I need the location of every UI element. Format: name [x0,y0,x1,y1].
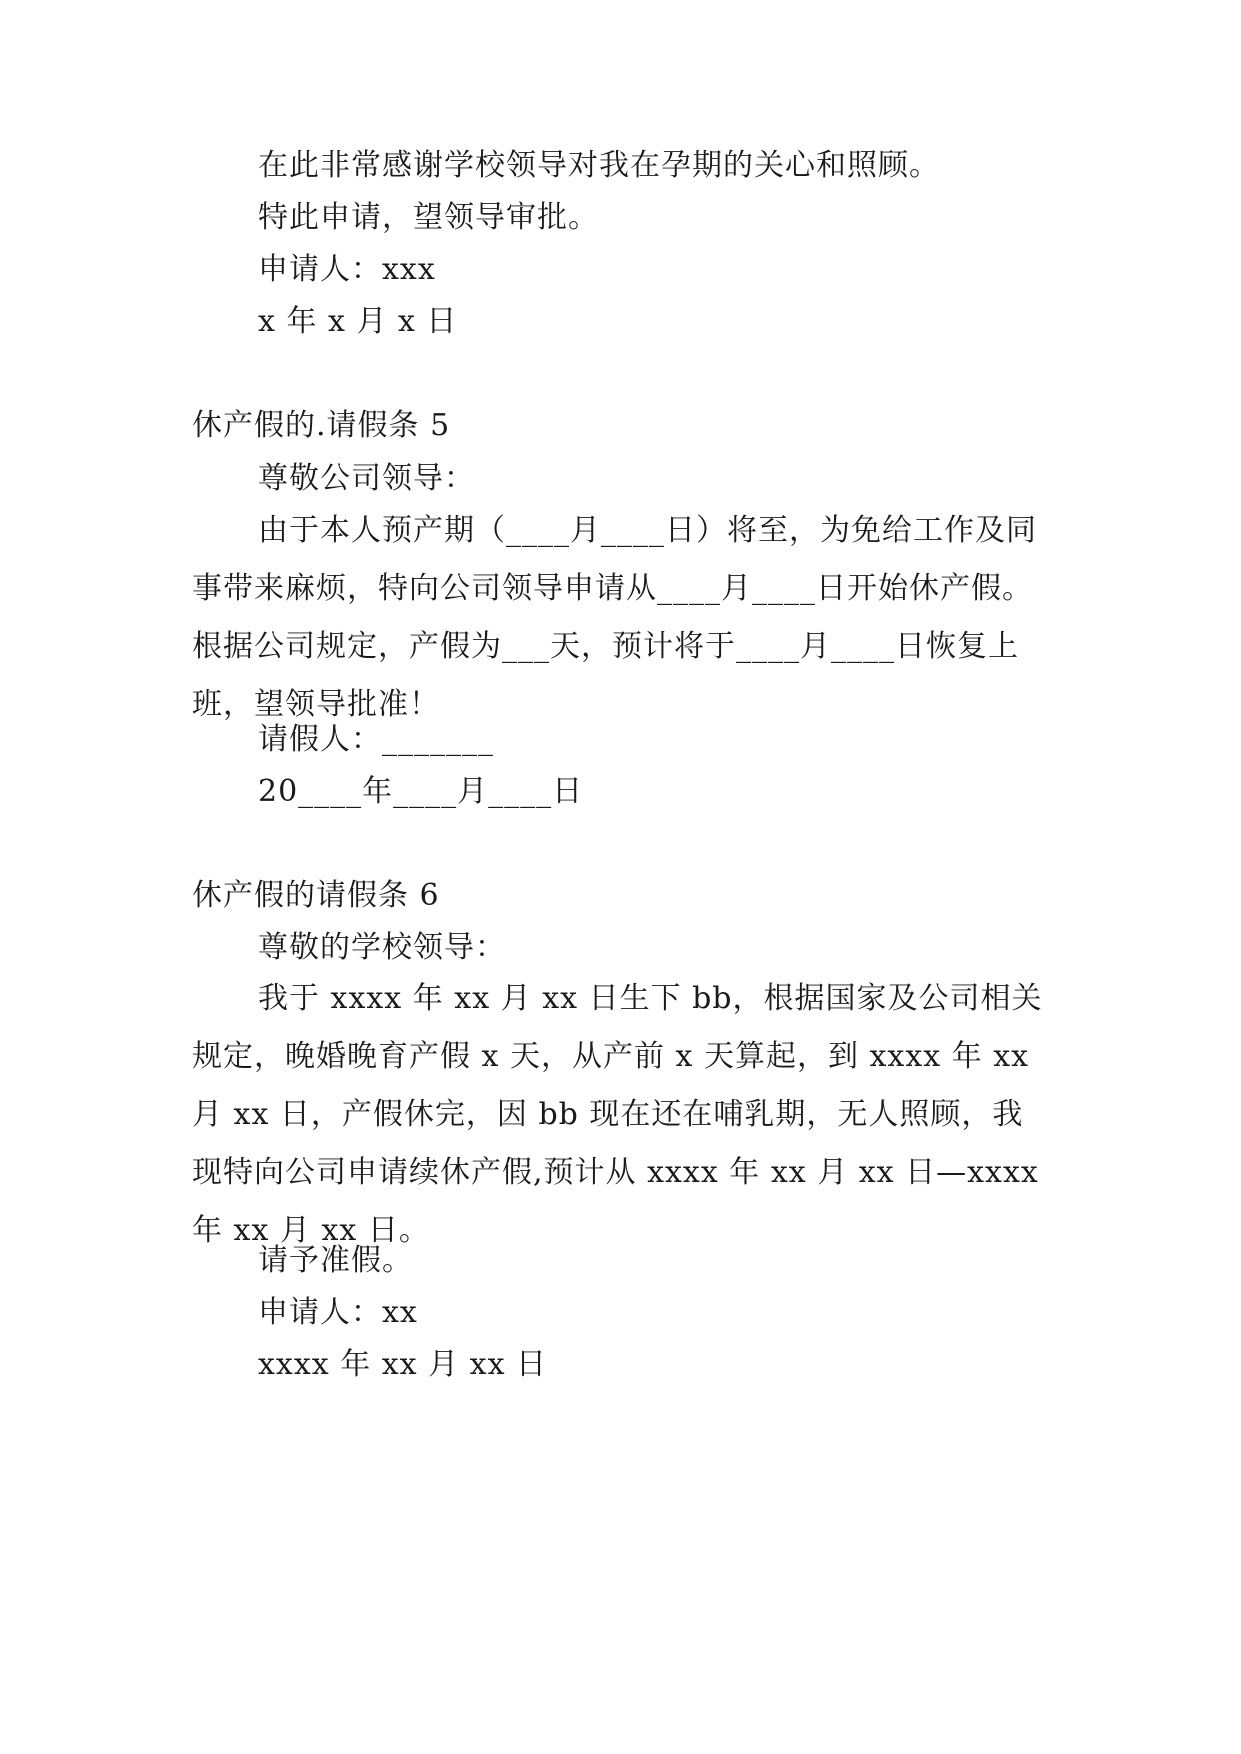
thanks-line: 在此非常感谢学校领导对我在孕期的关心和照顾。 [258,148,940,183]
request-line-6: 请予准假。 [258,1243,413,1278]
salutation-6: 尊敬的学校领导： [258,930,506,965]
date-line-5: 20____年____月____日 [258,774,584,809]
request-line: 特此申请，望领导审批。 [258,200,599,235]
section-title-5: 休产假的.请假条 5 [192,408,451,443]
salutation-5: 尊敬公司领导： [258,461,475,496]
body-paragraph-5: 由于本人预产期（____月____日）将至，为免给工作及同事带来麻烦，特向公司领导申请从____月____日开始休产假。根据公司规定，产假为___天，预计将于____月____日恢复上班，望领导批准！ [192,513,1037,722]
date-line-6: xxxx 年 xx 月 xx 日 [258,1347,548,1382]
applicant-line-5: 请假人：_______ [258,722,494,757]
applicant-line-6: 申请人：xx [258,1295,418,1330]
body-paragraph-6: 我于 xxxx 年 xx 月 xx 日生下 bb，根据国家及公司相关规定，晚婚晚育产假 x 天，从产前 x 天算起，到 xxxx 年 xx 月 xx 日，产假休完，因 bb 现在还在哺乳期，无人照顾，我现特向公司申请续休产假,预计从 xxxx 年 xx 月 xx 日—xxxx 年 xx 月 xx 日。 [192,981,1043,1248]
applicant-line: 申请人：xxx [258,252,436,287]
date-line: x 年 x 月 x 日 [258,304,458,339]
section-title-6: 休产假的请假条 6 [192,878,440,913]
